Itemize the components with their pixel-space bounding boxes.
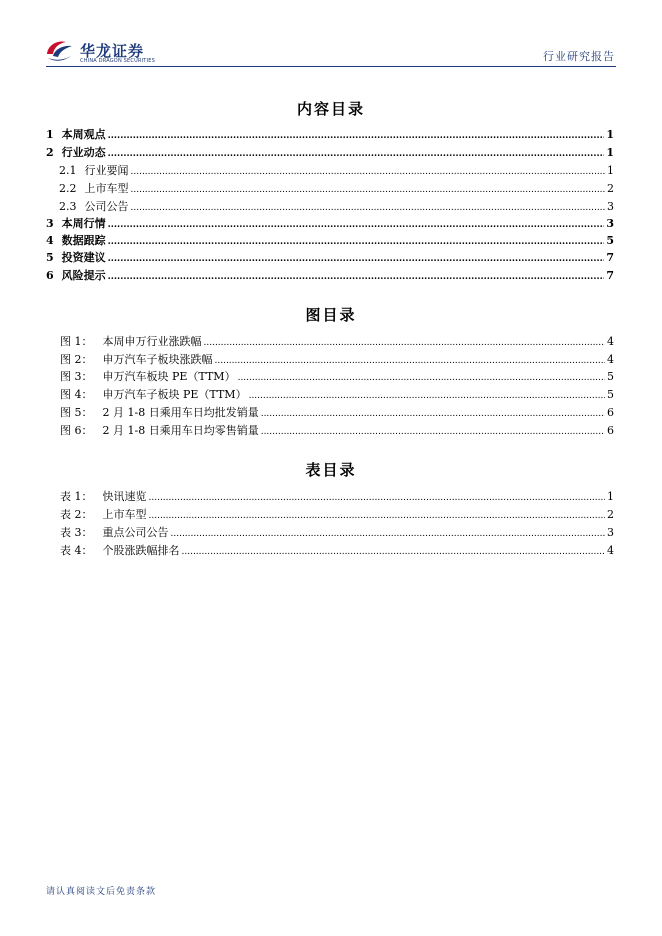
- toc-title: 内容目录: [296, 100, 365, 118]
- toc-entry-number: 2.3: [59, 200, 77, 213]
- toc-entry-page: 1: [606, 146, 614, 159]
- table-entry-number: 表 2：: [60, 508, 93, 521]
- figure-entry-number: 图 5：: [60, 406, 93, 419]
- toc-entry-number: 3: [46, 217, 54, 230]
- table-entry-number: 表 4：: [60, 544, 93, 557]
- leader-dots: [108, 233, 605, 250]
- toc-entry-label: 行业动态: [61, 146, 106, 159]
- toc-entry-label: 本周观点: [61, 128, 106, 141]
- figure-entry-page: 6: [607, 406, 614, 419]
- toc-entry-label: 公司公告: [84, 200, 129, 213]
- toc-entry[interactable]: [46, 268, 614, 284]
- logo-name-cn: 华龙证券: [80, 42, 145, 60]
- table-entry[interactable]: [60, 507, 614, 523]
- leader-dots: [238, 369, 605, 386]
- table-entry-number: 表 1：: [60, 490, 93, 503]
- toc-entry-label: 风险提示: [61, 269, 106, 282]
- table-entry-page: 2: [607, 508, 614, 521]
- page-header: [0, 0, 662, 70]
- figure-entry-page: 5: [607, 370, 614, 383]
- figure-entry-label: 2 月 1-8 日乘用车日均批发销量: [102, 406, 259, 419]
- logo-name-en: CHINA DRAGON SECURITIES: [80, 58, 155, 64]
- leader-dots: [149, 489, 606, 506]
- figure-entry-page: 4: [607, 353, 614, 366]
- toc-entry-page: 1: [607, 164, 614, 177]
- leader-dots: [131, 163, 606, 180]
- tables-title: 表目录: [305, 461, 357, 479]
- toc-entry-label: 数据跟踪: [61, 234, 106, 247]
- table-entry-page: 1: [607, 490, 614, 503]
- disclaimer-note: 请认真阅读文后免责条款: [46, 887, 157, 897]
- toc-entry-page: 1: [606, 128, 614, 141]
- leader-dots: [261, 423, 605, 440]
- table-entry-label: 重点公司公告: [102, 526, 169, 539]
- table-entry-number: 表 3：: [60, 526, 93, 539]
- toc-entry-number: 5: [46, 251, 54, 264]
- toc-entry[interactable]: [46, 216, 614, 232]
- figure-entry-label: 本周申万行业涨跌幅: [102, 335, 202, 348]
- toc-entry-page: 5: [606, 234, 614, 247]
- toc-entry[interactable]: [46, 233, 614, 249]
- report-type-label: 行业研究报告: [543, 50, 615, 63]
- figure-entry-number: 图 1：: [60, 335, 93, 348]
- toc-entry[interactable]: [46, 145, 614, 161]
- leader-dots: [149, 507, 606, 524]
- toc-entry-number: 4: [46, 234, 54, 247]
- figures-title: 图目录: [305, 306, 357, 324]
- toc-entry-number: 1: [46, 128, 54, 141]
- leader-dots: [108, 145, 605, 162]
- figure-entry-page: 5: [607, 388, 614, 401]
- toc-entry-number: 2.2: [59, 182, 77, 195]
- leader-dots: [249, 387, 605, 404]
- leader-dots: [108, 127, 605, 144]
- table-entry[interactable]: [60, 525, 614, 541]
- figure-entry-label: 申万汽车子板块 PE（TTM）: [102, 388, 247, 401]
- toc-entry-label: 投资建议: [61, 251, 106, 264]
- header-divider: [46, 66, 616, 67]
- toc-entry-label: 行业要闻: [84, 164, 129, 177]
- company-logo: [44, 38, 184, 68]
- leader-dots: [108, 250, 605, 267]
- toc-entry[interactable]: [59, 163, 614, 179]
- table-entry-label: 个股涨跌幅排名: [102, 544, 180, 557]
- toc-entry[interactable]: [59, 199, 614, 215]
- figure-entry-page: 4: [607, 335, 614, 348]
- table-entry-page: 3: [607, 526, 614, 539]
- table-entry-label: 上市车型: [102, 508, 147, 521]
- table-entry-page: 4: [607, 544, 614, 557]
- figure-entry-number: 图 2：: [60, 353, 93, 366]
- table-entry[interactable]: [60, 543, 614, 559]
- toc-entry-page: 3: [606, 217, 614, 230]
- figure-entry-label: 申万汽车板块 PE（TTM）: [102, 370, 236, 383]
- table-entry[interactable]: [60, 489, 614, 505]
- figure-entry[interactable]: [60, 387, 614, 403]
- table-entry-label: 快讯速览: [102, 490, 147, 503]
- toc-entry-number: 2.1: [59, 164, 77, 177]
- toc-entry-label: 上市车型: [84, 182, 129, 195]
- toc-entry-page: 7: [606, 269, 614, 282]
- toc-entry-page: 3: [607, 200, 614, 213]
- toc-entry-number: 2: [46, 146, 54, 159]
- leader-dots: [131, 199, 606, 216]
- leader-dots: [171, 525, 606, 542]
- toc-entry-page: 7: [606, 251, 614, 264]
- figure-entry[interactable]: [60, 423, 614, 439]
- leader-dots: [204, 334, 606, 351]
- toc-entry-label: 本周行情: [61, 217, 106, 230]
- leader-dots: [108, 268, 605, 285]
- toc-entry-number: 6: [46, 269, 54, 282]
- figure-entry[interactable]: [60, 405, 614, 421]
- leader-dots: [261, 405, 605, 422]
- figure-entry-number: 图 3：: [60, 370, 93, 383]
- figure-entry-number: 图 4：: [60, 388, 93, 401]
- figure-entry[interactable]: [60, 334, 614, 350]
- leader-dots: [131, 181, 606, 198]
- figure-entry-number: 图 6：: [60, 424, 93, 437]
- leader-dots: [182, 543, 606, 560]
- figure-entry-page: 6: [607, 424, 614, 437]
- figure-entry-label: 2 月 1-8 日乘用车日均零售销量: [102, 424, 259, 437]
- figure-entry[interactable]: [60, 369, 614, 385]
- toc-entry[interactable]: [46, 127, 614, 143]
- leader-dots: [215, 352, 606, 369]
- toc-entry[interactable]: [59, 181, 614, 197]
- toc-entry-page: 2: [607, 182, 614, 195]
- toc-entry[interactable]: [46, 250, 614, 266]
- figure-entry[interactable]: [60, 352, 614, 368]
- dragon-logo-icon: [44, 38, 76, 64]
- leader-dots: [108, 216, 605, 233]
- figure-entry-label: 申万汽车子板块涨跌幅: [102, 353, 213, 366]
